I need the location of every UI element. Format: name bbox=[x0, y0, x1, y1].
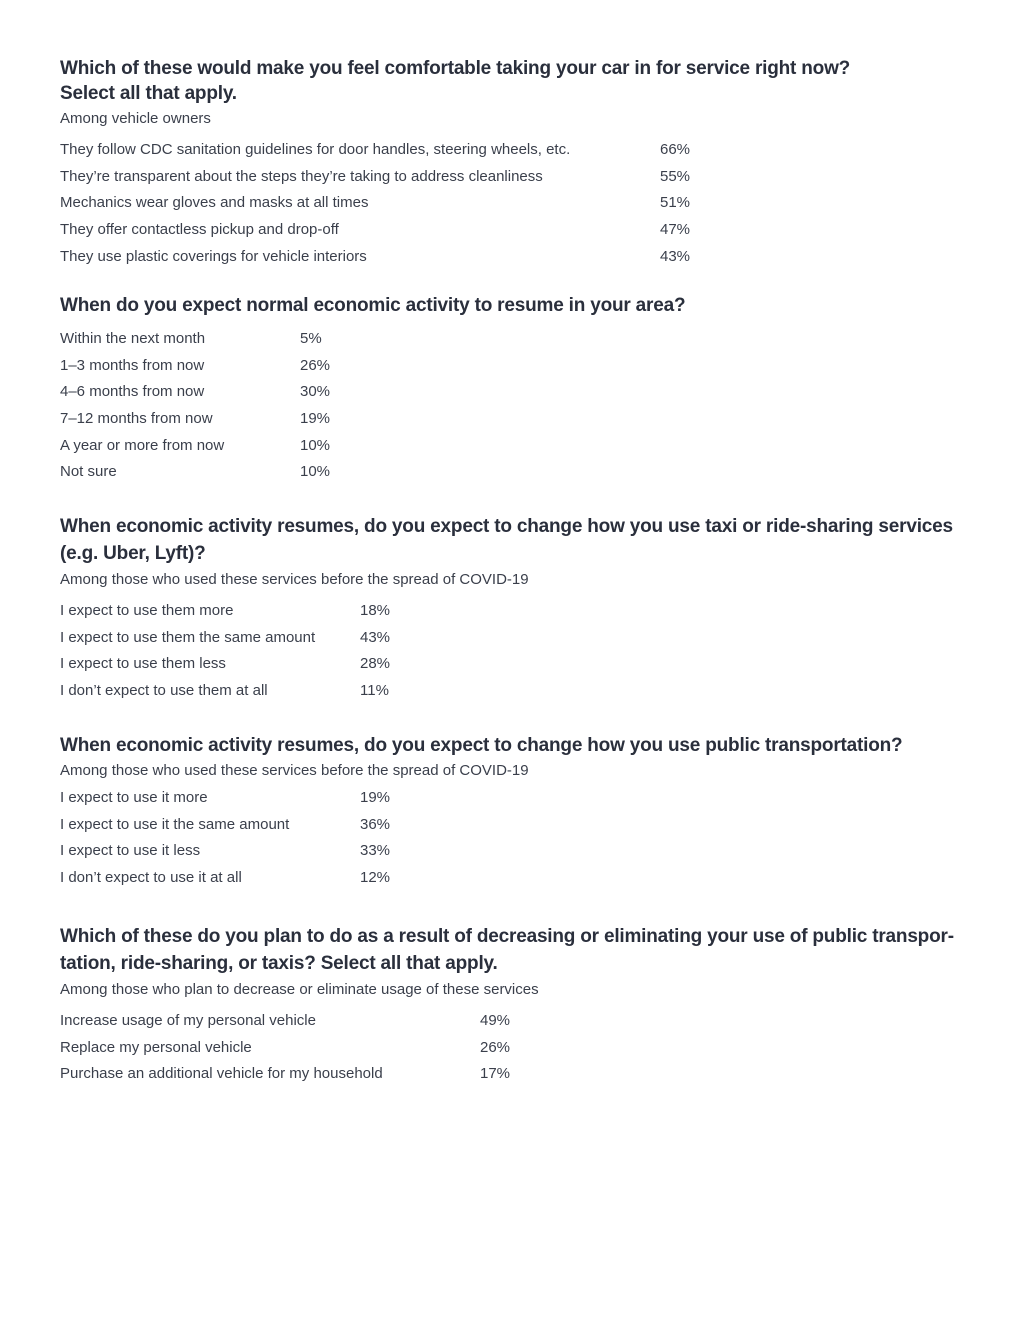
result-row bbox=[60, 1008, 960, 1035]
survey-section-car-service bbox=[60, 56, 960, 270]
result-label: I don’t expect to use it at all bbox=[60, 869, 242, 887]
section-subtitle: Among vehicle owners bbox=[60, 110, 211, 127]
result-row bbox=[60, 865, 960, 892]
result-label: 1–3 months from now bbox=[60, 356, 205, 374]
result-label: I expect to use it less bbox=[60, 842, 201, 860]
result-row bbox=[60, 433, 960, 460]
result-value: 66% bbox=[660, 141, 691, 158]
result-row bbox=[60, 785, 960, 812]
result-value: 17% bbox=[480, 1065, 511, 1083]
result-value: 30% bbox=[300, 383, 331, 401]
section-subtitle: Among those who plan to decrease or eliminate usage of these services bbox=[60, 981, 539, 998]
result-value: 49% bbox=[480, 1012, 511, 1029]
survey-section-public-transportation bbox=[60, 733, 960, 892]
result-label: Increase usage of my personal vehicle bbox=[60, 1012, 316, 1029]
result-value: 19% bbox=[300, 410, 331, 428]
result-value: 10% bbox=[300, 436, 331, 454]
result-value: 18% bbox=[360, 602, 391, 619]
result-row bbox=[60, 625, 960, 652]
result-row bbox=[60, 326, 960, 353]
result-row bbox=[60, 137, 960, 164]
result-label: I expect to use them the same amount bbox=[60, 628, 316, 646]
result-row bbox=[60, 190, 960, 217]
result-row bbox=[60, 1061, 960, 1088]
result-row bbox=[60, 244, 960, 271]
section-question: When economic activity resumes, do you expect to change how you use taxi or ride-sharing services (e.g. Uber, Lyft)? bbox=[60, 516, 953, 564]
section-question: Which of these do you plan to do as a result of decreasing or eliminating your use of public transpor- tation, ride-sharing, or taxis? Select all that apply. bbox=[60, 926, 954, 974]
result-label: They follow CDC sanitation guidelines for door handles, steering wheels, etc. bbox=[60, 141, 571, 158]
section-question: When do you expect normal economic activity to resume in your area? bbox=[60, 295, 686, 316]
result-label: I don’t expect to use them at all bbox=[60, 682, 268, 700]
result-row bbox=[60, 406, 960, 433]
result-row bbox=[60, 353, 960, 380]
section-question: When economic activity resumes, do you expect to change how you use public transportation? bbox=[60, 735, 903, 756]
result-label: 4–6 months from now bbox=[60, 383, 205, 401]
result-value: 43% bbox=[360, 628, 391, 646]
results-list bbox=[60, 137, 960, 270]
result-label: A year or more from now bbox=[60, 436, 225, 454]
result-value: 55% bbox=[660, 167, 691, 185]
result-label: Replace my personal vehicle bbox=[60, 1038, 252, 1056]
section-question: Which of these would make you feel comfortable taking your car in for service right now? Select all that apply. bbox=[60, 58, 851, 104]
survey-section-vehicle-plans bbox=[60, 923, 960, 1088]
result-value: 36% bbox=[360, 815, 391, 833]
result-row bbox=[60, 598, 960, 625]
result-row bbox=[60, 651, 960, 678]
result-value: 28% bbox=[360, 655, 391, 673]
result-label: Not sure bbox=[60, 463, 117, 481]
result-label: I expect to use them less bbox=[60, 655, 226, 673]
section-subtitle: Among those who used these services before the spread of COVID-19 bbox=[60, 762, 529, 779]
results-list bbox=[60, 326, 960, 486]
result-row bbox=[60, 164, 960, 191]
result-value: 43% bbox=[660, 247, 691, 265]
result-row bbox=[60, 217, 960, 244]
result-value: 5% bbox=[300, 330, 322, 347]
result-label: They’re transparent about the steps they’re taking to address cleanliness bbox=[60, 167, 543, 185]
result-label: I expect to use it more bbox=[60, 789, 208, 806]
result-value: 26% bbox=[300, 356, 331, 374]
result-row bbox=[60, 1035, 960, 1062]
result-value: 33% bbox=[360, 842, 391, 860]
result-row bbox=[60, 379, 960, 406]
result-label: I expect to use it the same amount bbox=[60, 815, 290, 833]
result-row bbox=[60, 678, 960, 705]
result-label: Purchase an additional vehicle for my household bbox=[60, 1065, 383, 1083]
result-value: 10% bbox=[300, 463, 331, 481]
result-label: They offer contactless pickup and drop-off bbox=[60, 221, 339, 239]
results-list bbox=[60, 1008, 960, 1088]
result-label: I expect to use them more bbox=[60, 602, 234, 619]
results-list bbox=[60, 785, 960, 892]
result-value: 11% bbox=[360, 682, 389, 700]
result-value: 19% bbox=[360, 789, 391, 806]
result-label: 7–12 months from now bbox=[60, 410, 213, 428]
result-label: They use plastic coverings for vehicle interiors bbox=[60, 247, 367, 265]
result-label: Within the next month bbox=[60, 330, 206, 347]
survey-section-economic-activity bbox=[60, 293, 960, 486]
result-label: Mechanics wear gloves and masks at all times bbox=[60, 194, 369, 212]
survey-section-ride-sharing bbox=[60, 513, 960, 705]
result-value: 47% bbox=[660, 221, 691, 239]
result-value: 51% bbox=[660, 194, 691, 212]
section-subtitle: Among those who used these services before the spread of COVID-19 bbox=[60, 571, 529, 588]
results-list bbox=[60, 598, 960, 705]
result-value: 12% bbox=[360, 869, 391, 887]
result-row bbox=[60, 459, 960, 486]
result-row bbox=[60, 812, 960, 839]
result-value: 26% bbox=[480, 1038, 511, 1056]
result-row bbox=[60, 838, 960, 865]
